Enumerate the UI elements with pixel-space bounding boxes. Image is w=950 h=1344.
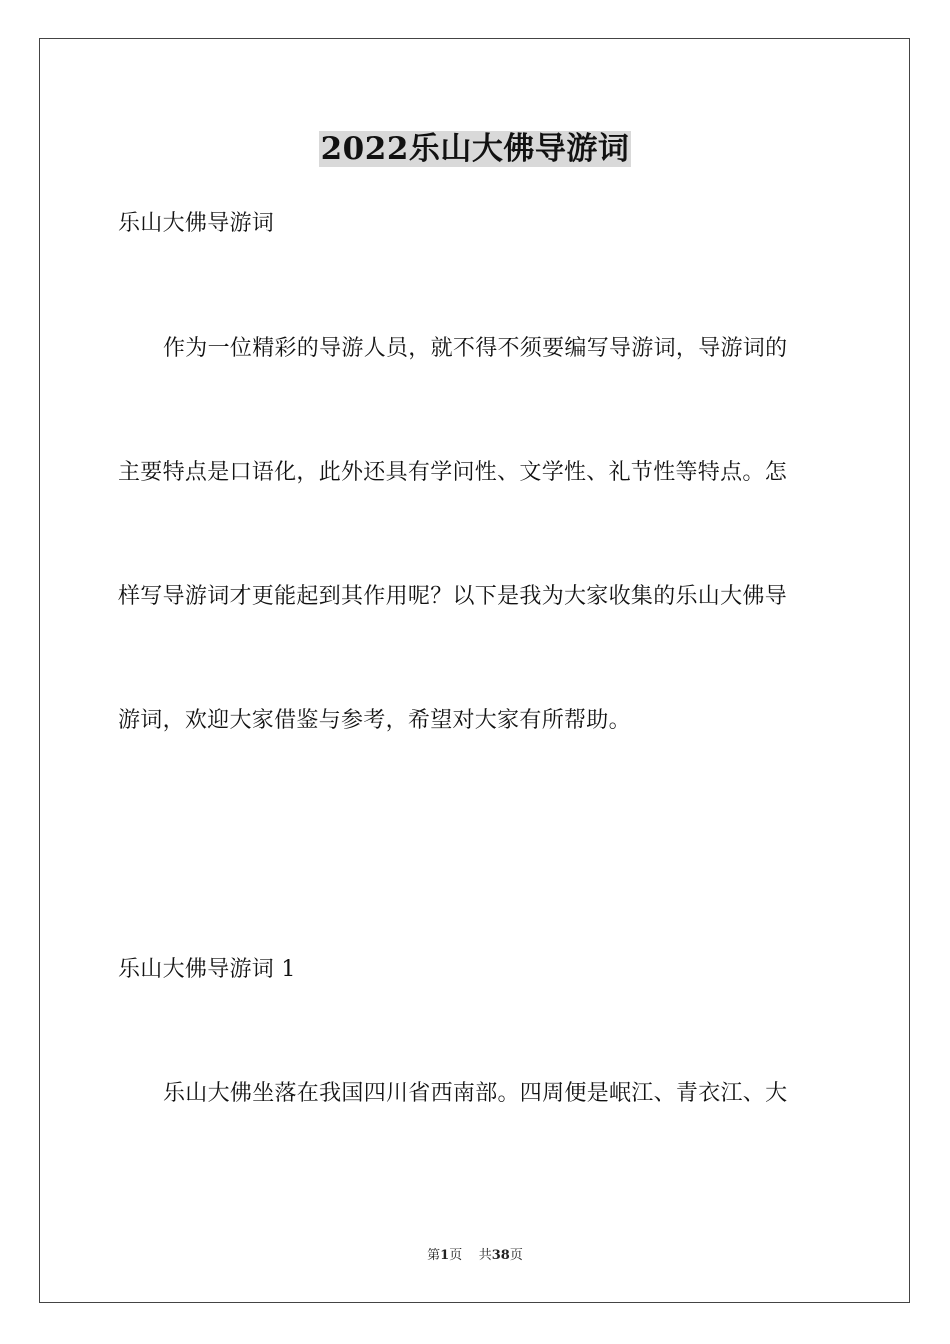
document-title-text: 2022乐山大佛导游词 [320, 131, 630, 167]
intro-line-3: 样写导游词才更能起到其作用呢？以下是我为大家收集的乐山大佛导 [118, 584, 788, 609]
document-subtitle: 乐山大佛导游词 [118, 211, 275, 236]
intro-line-2: 主要特点是口语化，此外还具有学问性、文学性、礼节性等特点。怎 [118, 460, 788, 485]
intro-line-1: 作为一位精彩的导游人员，就不得不须要编写导游词，导游词的 [163, 336, 788, 361]
footer-page-suffix: 页 [449, 1248, 463, 1263]
intro-line-4: 游词，欢迎大家借鉴与参考，希望对大家有所帮助。 [118, 708, 631, 733]
footer-total-pages: 38 [491, 1248, 510, 1263]
footer-page-number: 1 [440, 1248, 450, 1263]
footer-page-prefix: 第 [427, 1248, 441, 1263]
page-footer [0, 1247, 950, 1265]
document-title [0, 127, 950, 171]
footer-total-prefix: 共 [478, 1248, 492, 1263]
footer-total-suffix: 页 [509, 1248, 523, 1263]
section-heading: 乐山大佛导游词 1 [118, 957, 296, 982]
section-first-line: 乐山大佛坐落在我国四川省西南部。四周便是岷江、青衣江、大 [163, 1081, 788, 1106]
